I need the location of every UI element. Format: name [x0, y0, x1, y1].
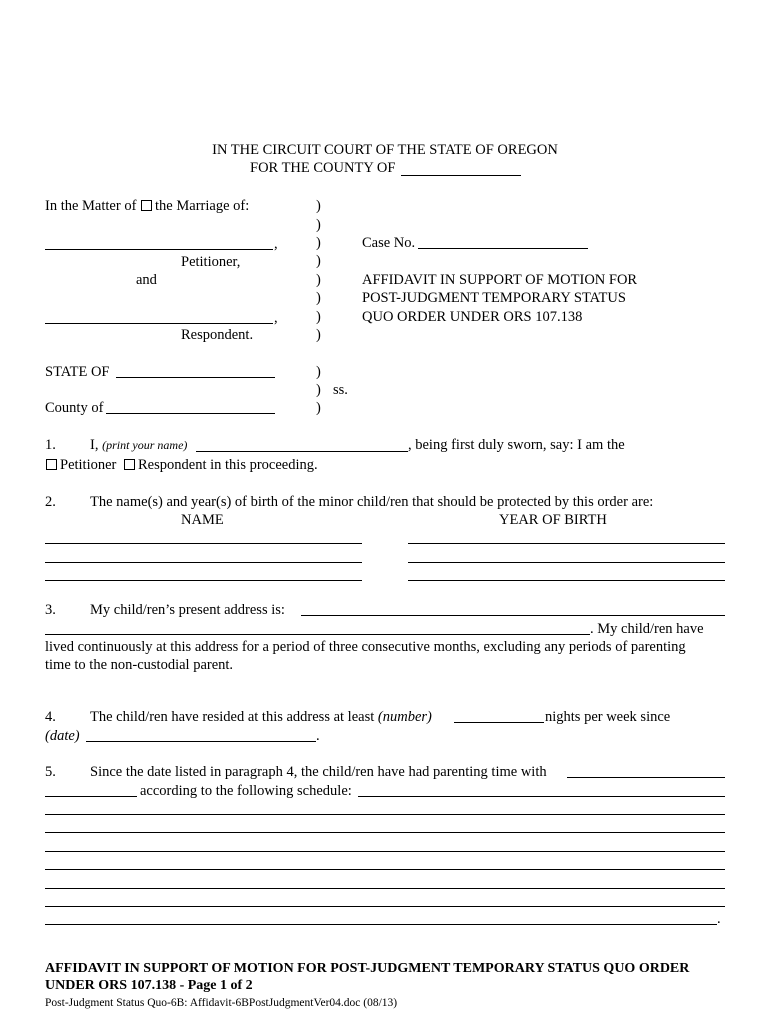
county-of-label: County of	[45, 400, 104, 416]
footer-title-line1: AFFIDAVIT IN SUPPORT OF MOTION FOR POST-JUDGMENT TEMPORARY STATUS QUO ORDER	[45, 961, 690, 976]
document-title-line1: AFFIDAVIT IN SUPPORT OF MOTION FOR	[362, 272, 638, 288]
para4-text1: The child/ren have resided at this address at least (number)	[90, 709, 432, 725]
schedule-line[interactable]	[45, 814, 725, 815]
document-title-line3: QUO ORDER UNDER ORS 107.138	[362, 309, 583, 325]
schedule-line[interactable]	[45, 869, 725, 870]
paren: )	[316, 364, 321, 380]
schedule-line[interactable]	[45, 832, 725, 833]
para1-number: 1.	[45, 437, 56, 453]
document-title-line2: POST-JUDGMENT TEMPORARY STATUS	[362, 290, 626, 306]
para3-line3: time to the non-custodial parent.	[45, 657, 234, 673]
name-column-header: NAME	[181, 512, 224, 528]
para4-text2: nights per week since	[545, 709, 671, 725]
child-birth-year-field[interactable]	[408, 543, 725, 544]
schedule-line[interactable]	[45, 924, 717, 925]
footer-file-info: Post-Judgment Status Quo-6B: Affidavit-6BPostJudgmentVer04.doc (08/13)	[45, 997, 398, 1009]
para3-period-text: . My child/ren have	[590, 621, 704, 637]
para5-number: 5.	[45, 764, 56, 780]
paren: )	[316, 309, 321, 325]
nights-per-week-field[interactable]	[454, 722, 544, 723]
petitioner-comma: ,	[274, 236, 278, 252]
paren: )	[316, 217, 321, 233]
date-hint: (date)	[45, 728, 80, 744]
para3-number: 3.	[45, 602, 56, 618]
child-name-field[interactable]	[45, 562, 362, 563]
petitioner-checkbox[interactable]	[46, 459, 57, 470]
paren: )	[316, 272, 321, 288]
schedule-field[interactable]	[358, 796, 725, 797]
case-no-label: Case No.	[362, 235, 416, 251]
schedule-line[interactable]	[45, 906, 725, 907]
paren: )	[316, 327, 321, 343]
paren: )	[316, 400, 321, 416]
para5-end: .	[717, 911, 721, 927]
paren: )	[316, 290, 321, 306]
child-birth-year-field[interactable]	[408, 562, 725, 563]
in-matter-line: In the Matter of the Marriage of:	[45, 198, 250, 214]
para1-i: I, (print your name)	[90, 437, 188, 453]
parenting-time-with-field[interactable]	[567, 777, 725, 778]
child-name-field[interactable]	[45, 543, 362, 544]
court-title-line2	[250, 159, 395, 177]
parenting-time-with-field-line2[interactable]	[45, 796, 137, 797]
county-field[interactable]	[401, 175, 521, 176]
para4-number: 4.	[45, 709, 56, 725]
schedule-line[interactable]	[45, 888, 725, 889]
child-birth-year-field[interactable]	[408, 580, 725, 581]
paren: )	[316, 253, 321, 269]
schedule-line[interactable]	[45, 851, 725, 852]
para5-text1: Since the date listed in paragraph 4, the child/ren have had parenting time with	[90, 764, 547, 780]
number-hint: (number)	[377, 709, 432, 725]
child-name-field[interactable]	[45, 580, 362, 581]
petitioner-name-field[interactable]	[45, 249, 273, 250]
and-label: and	[136, 272, 157, 288]
year-column-header: YEAR OF BIRTH	[499, 512, 607, 528]
para1-role-line: Petitioner Respondent in this proceeding.	[45, 456, 318, 474]
respondent-label: Respondent.	[181, 327, 254, 343]
child-address-field[interactable]	[301, 615, 725, 616]
footer-title-line2: UNDER ORS 107.138 - Page 1 of 2	[45, 978, 253, 993]
respondent-name-field[interactable]	[45, 323, 273, 324]
para2-number: 2.	[45, 494, 56, 510]
ss-label: ss.	[333, 382, 348, 398]
state-of-label: STATE OF	[45, 364, 110, 380]
affiant-name-field[interactable]	[196, 451, 408, 452]
case-no-field[interactable]	[418, 248, 588, 249]
court-title-line1: IN THE CIRCUIT COURT OF THE STATE OF OREGON	[212, 142, 558, 158]
para4-end: .	[316, 728, 320, 744]
paren: )	[316, 382, 321, 398]
petitioner-label: Petitioner,	[181, 254, 241, 270]
county-of-field[interactable]	[106, 413, 275, 414]
since-date-field[interactable]	[86, 741, 316, 742]
marriage-checkbox[interactable]	[141, 200, 152, 211]
print-name-hint: (print your name)	[102, 438, 188, 452]
para3-text: My child/ren’s present address is:	[90, 602, 285, 618]
respondent-checkbox[interactable]	[124, 459, 135, 470]
respondent-comma: ,	[274, 310, 278, 326]
child-address-field-line2[interactable]	[45, 634, 590, 635]
para1-sworn-text: , being first duly sworn, say: I am the	[408, 437, 625, 453]
county-label: FOR THE COUNTY OF	[250, 160, 396, 176]
para2-text: The name(s) and year(s) of birth of the minor child/ren that should be protected by this order are:	[90, 494, 654, 510]
paren: )	[316, 235, 321, 251]
para5-text2: according to the following schedule:	[140, 783, 352, 799]
state-of-field[interactable]	[116, 377, 275, 378]
para3-line2: lived continuously at this address for a period of three consecutive months, excluding any periods of parenting	[45, 639, 686, 655]
paren: )	[316, 198, 321, 214]
